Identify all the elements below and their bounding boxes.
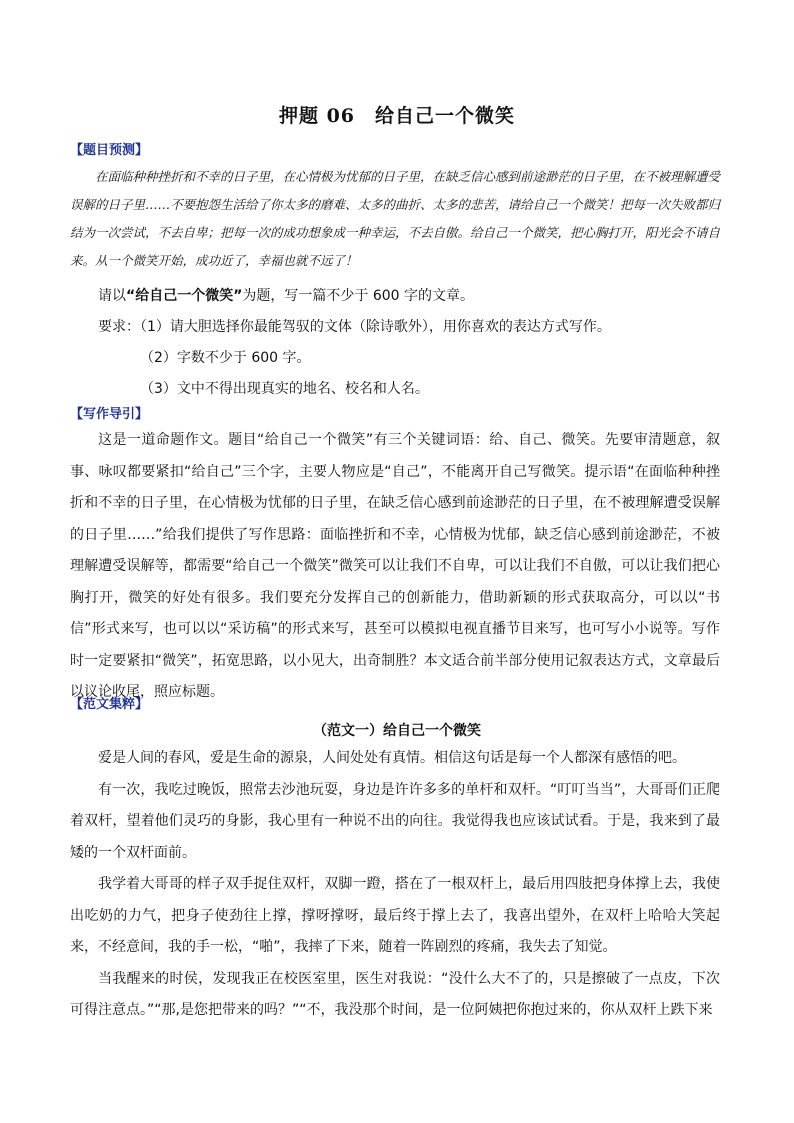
section-tag-guide: 【写作导引】 (70, 407, 149, 422)
task-line (98, 285, 474, 305)
prompt-text: 在面临种种挫折和不幸的日子里，在心情极为忧郁的日子里，在缺乏信心感到前途渺茫的日子里，在不被理解遭受误解的日子里……不要抱怨生活给了你太多的磨难、太多的曲折、太多的悲苦，请给自己一个微笑！把每一次失败都归结为一次尝试，不去自卑；把每一次的成功想象成一种幸运，不去自傲。给自己一个微笑，把心胸打开，阳光会不请自来。从一个微笑开始，成功近了，幸福也就不远了！ (70, 169, 721, 268)
section-tag-predict: 【题目预测】 (70, 143, 149, 158)
prompt-paragraph (70, 163, 720, 275)
requirement-1: 要求：（1）请大胆选择你最能驾驭的文体（除诗歌外），用你喜欢的表达方式写作。 (98, 319, 611, 335)
sample-paragraph: 爱是人间的春风，爱是生命的源泉，人间处处有真情。相信这句话是每一个人都深有感悟的吧。 (98, 750, 686, 766)
task-prefix: 请以 (98, 288, 126, 304)
requirement-3: （3）文中不得出现真实的地名、校名和人名。 (140, 381, 429, 397)
sample-paragraph: 当我醒来的时侯，发现我正在校医室里，医生对我说：“没什么大不了的，只是擦破了一点皮，下次可得注意点。”“那,是您把带来的吗？”“不，我没那个时间，是一位阿姨把你抱过来的，你从双杆上跌下来 (70, 970, 720, 1018)
page-title: 押题 06 给自己一个微笑 (278, 105, 516, 127)
section-tag-sample: 【范文集粹】 (70, 697, 149, 712)
task-suffix: 为题，写一篇不少于 600 字的文章。 (242, 288, 475, 304)
guide-paragraph (70, 425, 720, 709)
requirement-2: （2）字数不少于 600 字。 (140, 350, 311, 366)
sample-title: （范文一）给自己一个微笑 (313, 723, 481, 739)
sample-paragraph: 我学着大哥哥的样子双手捉住双杆，双脚一蹬，搭在了一根双杆上，最后用四肢把身体撑上去，我使出吃奶的力气，把身子使劲往上撑，撑呀撑呀，最后终于撑上去了，我喜出望外，在双杆上哈哈大笑起来，不经意间，我的手一松，“啪”，我摔了下来，随着一阵剧烈的疼痛，我失去了知觉。 (70, 876, 720, 955)
sample-paragraph: 有一次，我吃过晚饭，照常去沙池玩耍，身边是许许多多的单杆和双杆。“叮叮当当”，大哥哥们正爬着双杆，望着他们灵巧的身影，我心里有一种说不出的向往。我觉得我也应该试试看。于是，我来到了最矮的一个双杆面前。 (70, 781, 720, 861)
task-topic: “给自己一个微笑” (126, 288, 243, 304)
sample-essay (70, 743, 720, 1027)
guide-text: 这是一道命题作文。题目“给自己一个微笑”有三个关键词语：给、自己、微笑。先要审清题意，叙事、咏叹都要紧扣“给自己”三个字，主要人物应是“自己”，不能离开自己写微笑。提示语“在面临种种挫折和不幸的日子里，在心情极为忧郁的日子里，在缺乏信心感到前途渺茫的日子里，在不被理解遭受误解的日子里……”给我们提供了写作思路：面临挫折和不幸，心情极为忧郁，缺乏信心感到前途渺茫，不被理解遭受误解等，都需要“给自己一个微笑”微笑可以让我们不自卑，可以让我们不自傲，可以让我们把心胸打开，微笑的好处有很多。我们要充分发挥自己的创新能力，借助新颖的形式获取高分，可以以“书信”形式来写，也可以以“采访稿”的形式来写，甚至可以模拟电视直播节目来写，也可写小小说等。写作时一定要紧扣“微笑”，拓宽思路，以小见大，出奇制胜？本文适合前半部分使用记叙表达方式，文章最后以议论收尾，照应标题。 (70, 432, 720, 700)
